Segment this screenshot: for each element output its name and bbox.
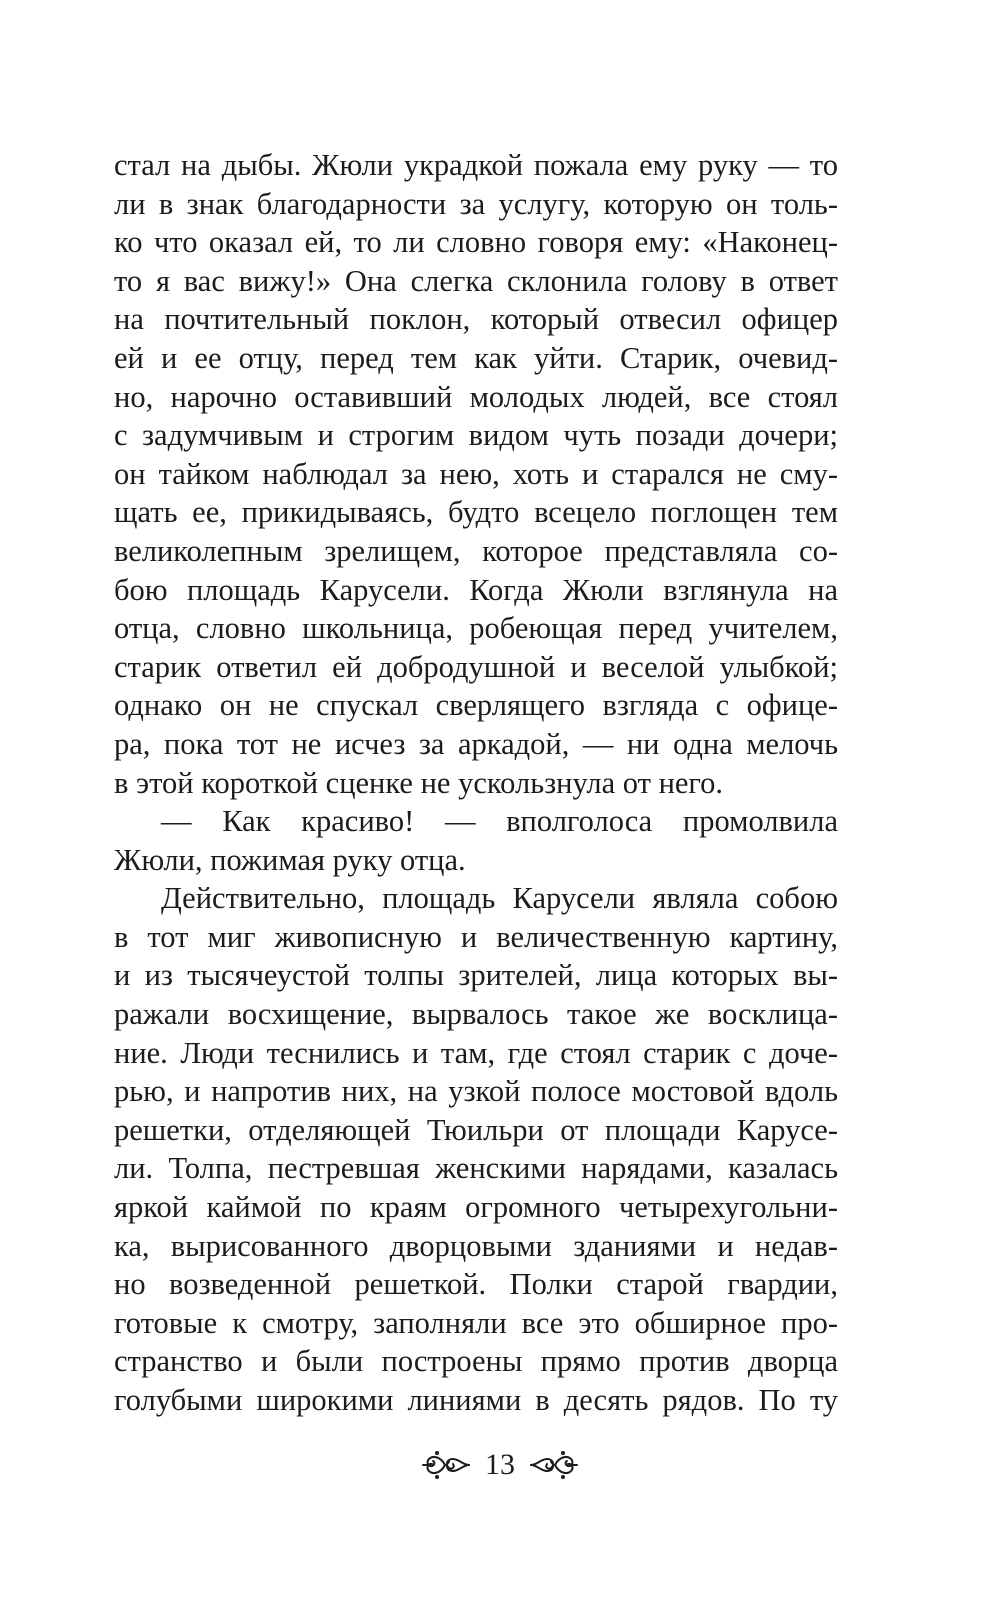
text-line: с задумчивым и строгим видом чуть позади дочери; <box>114 418 838 453</box>
text-line: бою площадь Карусели. Когда Жюли взглянула на <box>114 572 838 607</box>
text-line: в тот миг живописную и величественную картину, <box>114 919 838 954</box>
text-line: великолепным зрелищем, которое представляла со- <box>114 533 838 568</box>
text-line: и из тысячеустой толпы зрителей, лица которых вы- <box>114 958 838 993</box>
text-line: старик ответил ей добродушной и веселой улыбкой; <box>114 649 838 684</box>
page-number: 13 <box>485 1448 515 1481</box>
body-text <box>114 146 838 1420</box>
text-line: отца, словно школьница, робеющая перед учителем, <box>114 611 838 646</box>
text-line: ей и ее отцу, перед тем как уйти. Старик, очевид- <box>114 340 838 375</box>
page-footer <box>0 1435 1000 1495</box>
text-line: он тайком наблюдал за нею, хоть и старался не сму- <box>114 456 838 491</box>
text-line: готовые к смотру, заполняли все это обширное про- <box>114 1305 838 1340</box>
text-line: в этой короткой сценке не ускользнула от него. <box>114 765 724 800</box>
text-line: ражали восхищение, вырвалось такое же восклица- <box>114 997 838 1032</box>
text-line: щать ее, прикидываясь, будто всецело поглощен тем <box>114 495 838 530</box>
text-line: ли. Толпа, пестревшая женскими нарядами, казалась <box>114 1151 838 1186</box>
text-line: ка, вырисованного дворцовыми зданиями и недав- <box>114 1228 838 1263</box>
text-line: то я вас вижу!» Она слегка склонила голову в ответ <box>114 263 838 298</box>
flourish-right-icon <box>527 1445 581 1485</box>
text-line: однако он не спускал сверлящего взгляда с офице- <box>114 688 838 723</box>
text-line: Действительно, площадь Карусели являла собою <box>161 881 838 916</box>
text-line: рью, и напротив них, на узкой полосе мостовой вдоль <box>114 1074 838 1109</box>
text-line: стал на дыбы. Жюли украдкой пожала ему руку — то <box>114 148 838 182</box>
text-line: странство и были построены прямо против дворца <box>114 1344 838 1379</box>
paragraph-3 <box>114 879 838 1419</box>
text-line: яркой каймой по краям огромного четырехугольни- <box>114 1190 838 1225</box>
text-line: голубыми широкими линиями в десять рядов. По ту <box>114 1383 838 1417</box>
text-line: Жюли, пожимая руку отца. <box>114 842 466 877</box>
text-line: ра, пока тот не исчез за аркадой, — ни одна мелочь <box>114 726 838 761</box>
text-line: — Как красиво! — вполголоса промолвила <box>161 804 838 839</box>
text-line: но возведенной решеткой. Полки старой гвардии, <box>114 1267 838 1302</box>
text-line: на почтительный поклон, который отвесил офицер <box>114 302 838 337</box>
text-line: ко что оказал ей, то ли словно говоря ему: «Наконец- <box>114 225 838 260</box>
text-line: но, нарочно оставивший молодых людей, все стоял <box>114 379 838 414</box>
text-line: решетки, отделяющей Тюильри от площади Карусе- <box>114 1112 838 1147</box>
paragraph-2 <box>114 802 838 879</box>
text-line: ли в знак благодарности за услугу, которую он толь- <box>114 186 838 221</box>
paragraph-1 <box>114 146 838 802</box>
flourish-left-icon <box>419 1445 473 1485</box>
text-line: ние. Люди теснились и там, где стоял старик с доче- <box>114 1035 838 1070</box>
